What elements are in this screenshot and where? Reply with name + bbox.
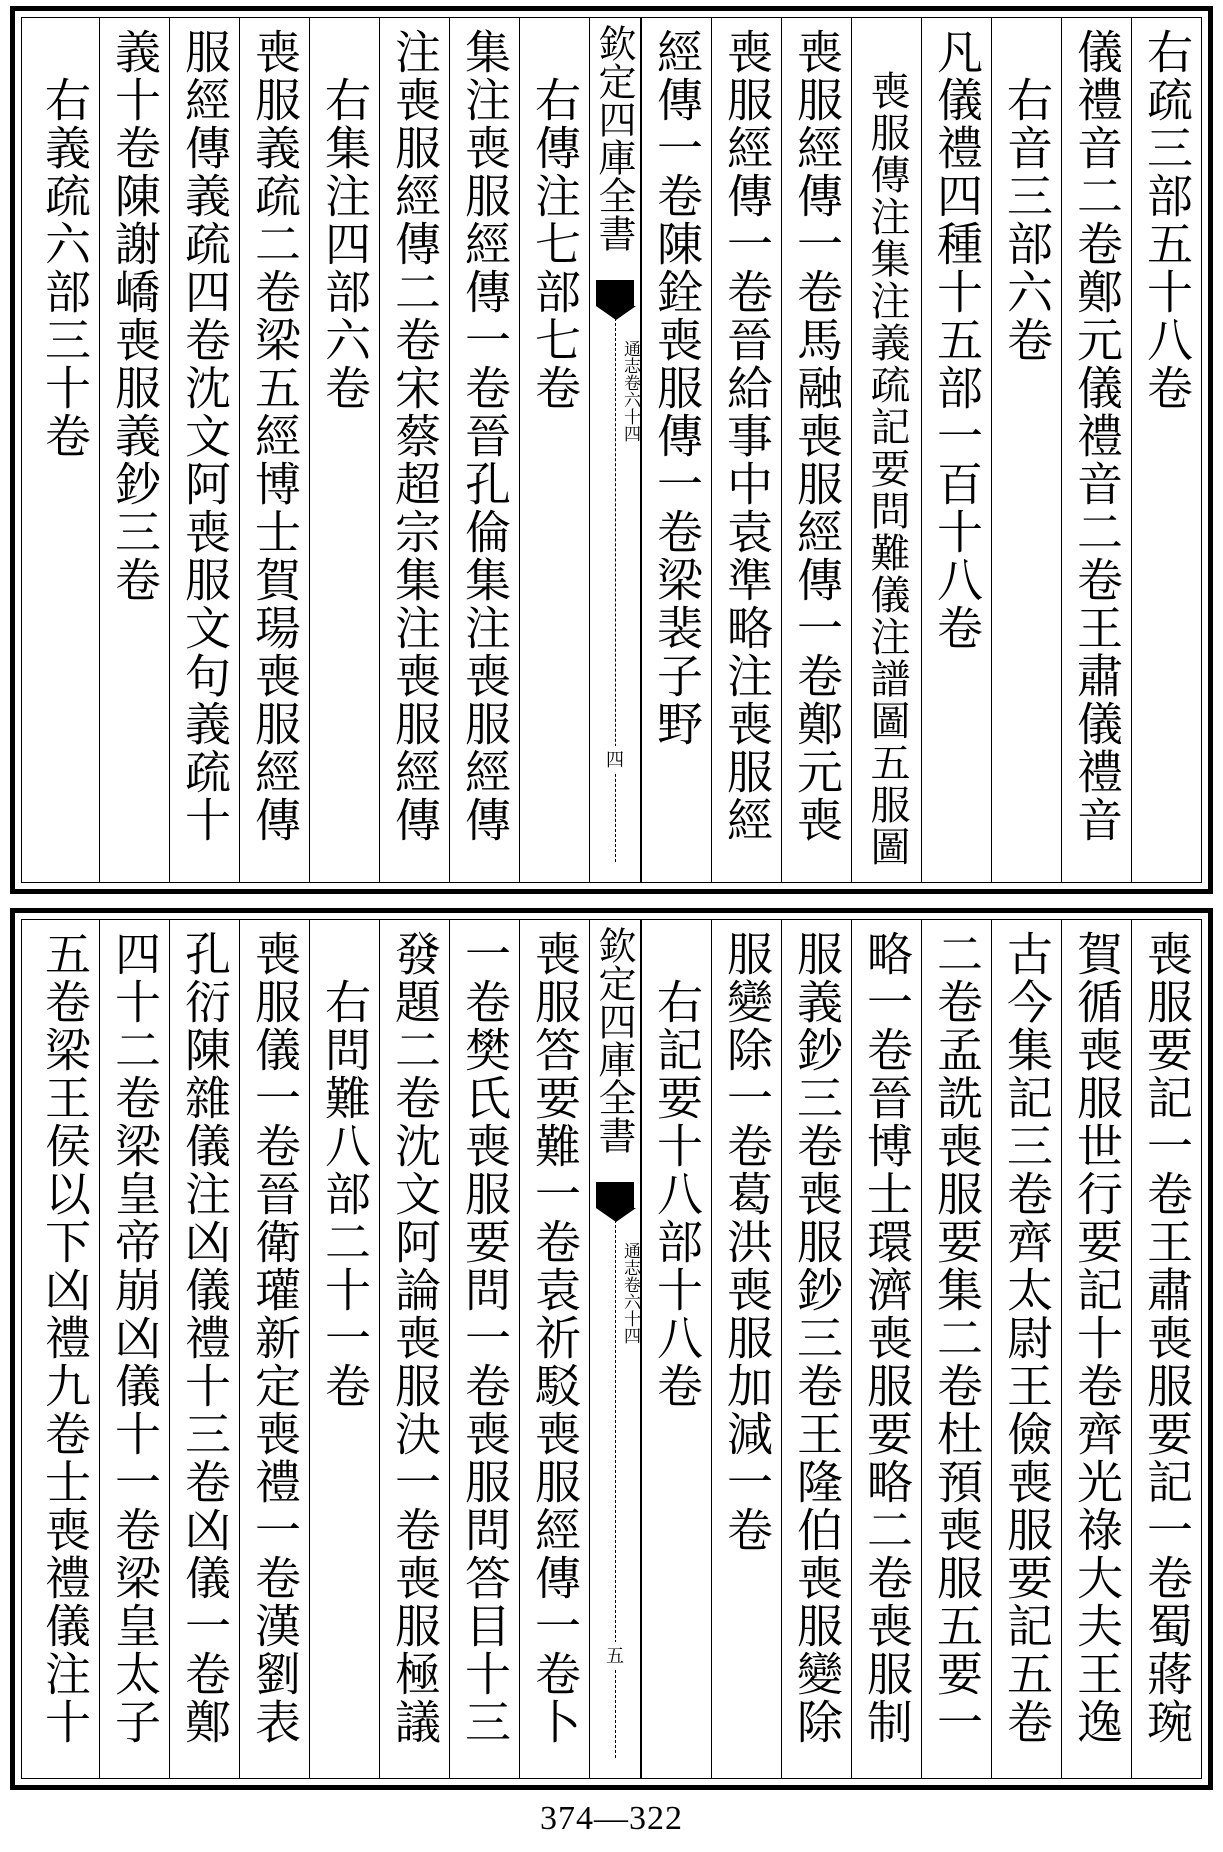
text-column: 喪服要記一卷王肅喪服要記一卷蜀蔣琬 — [1131, 920, 1201, 1778]
text-column: 五卷梁王侯以下凶禮九卷士喪禮儀注十 — [38, 930, 92, 1746]
text-column: 略一卷晉博士環濟喪服要略二卷喪服制 — [851, 920, 921, 1778]
text-column: 凡儀禮四種十五部一百十八卷 — [921, 18, 991, 882]
fishtail-notch — [596, 1208, 636, 1222]
text-column: 喪服義疏二卷梁五經博士賀瑒喪服經傳 — [239, 18, 309, 882]
text-column: 右問難八部二十一卷 — [309, 920, 379, 1778]
text-column: 右音三部六卷 — [991, 18, 1061, 882]
text-column: 喪服儀一卷晉衛瓘新定喪禮一卷漢劉表 — [239, 920, 309, 1778]
text-column: 右記要十八部十八卷 — [641, 920, 711, 1778]
upper-columns — [22, 18, 1201, 882]
gutter-volume: 通志卷六十四 — [620, 340, 640, 442]
gutter-page-number: 五 — [590, 1642, 640, 1668]
gutter-title: 欽定四庫全書 — [592, 926, 636, 1154]
lower-page-frame — [21, 919, 1202, 1779]
text-column: 喪服答要難一卷袁祈駁喪服經傳一卷卜 — [519, 920, 589, 1778]
fishtail-mark — [596, 280, 634, 306]
page-footer-number: 374—322 — [540, 1800, 683, 1837]
text-column: 古今集記三卷齊太尉王儉喪服要記五卷 — [991, 920, 1061, 1778]
text-column: 服經傳義疏四卷沈文阿喪服文句義疏十 — [169, 18, 239, 882]
text-column: 服義鈔三卷喪服鈔三卷王隆伯喪服變除 — [781, 920, 851, 1778]
text-column: 喪服經傳一卷晉給事中袁準略注喪服經 — [711, 18, 781, 882]
lower-page — [10, 908, 1213, 1790]
gutter-volume: 通志卷六十四 — [620, 1242, 640, 1344]
text-column: 二卷孟詵喪服要集二卷杜預喪服五要一 — [921, 920, 991, 1778]
gutter-page-number: 四 — [590, 746, 640, 772]
text-column: 右集注四部六卷 — [309, 18, 379, 882]
text-column: 喪服傳注集注義疏記要問難儀注譜圖五服圖 — [851, 18, 921, 882]
lower-columns — [22, 920, 1201, 1778]
text-column: 四十二卷梁皇帝崩凶儀十一卷梁皇太子 — [99, 920, 169, 1778]
text-column: 賀循喪服世行要記十卷齊光祿大夫王逸 — [1061, 920, 1131, 1778]
text-column: 右疏三部五十八卷 — [1131, 18, 1201, 882]
fishtail-mark — [596, 1182, 634, 1208]
text-column: 發題二卷沈文阿論喪服決一卷喪服極議 — [379, 920, 449, 1778]
text-column: 義十卷陳謝嶠喪服義鈔三卷 — [99, 18, 169, 882]
gutter-title: 欽定四庫全書 — [592, 24, 636, 252]
center-gutter — [589, 18, 641, 882]
text-column: 孔衍陳雜儀注凶儀禮十三卷凶儀一卷鄭 — [169, 920, 239, 1778]
text-column: 集注喪服經傳一卷晉孔倫集注喪服經傳 — [449, 18, 519, 882]
text-column: 右傳注七部七卷 — [519, 18, 589, 882]
text-column: 注喪服經傳二卷宋蔡超宗集注喪服經傳 — [379, 18, 449, 882]
text-column: 一卷樊氏喪服要問一卷喪服問答目十三 — [449, 920, 519, 1778]
text-column: 右義疏六部三十卷 — [38, 28, 92, 460]
center-gutter — [589, 920, 641, 1778]
fishtail-notch — [596, 306, 636, 320]
text-column: 經傳一卷陳銓喪服傳一卷梁裴子野 — [641, 18, 711, 882]
upper-page — [10, 6, 1213, 894]
text-column: 儀禮音二卷鄭元儀禮音二卷王肅儀禮音 — [1061, 18, 1131, 882]
upper-page-frame — [21, 17, 1202, 883]
text-column: 喪服經傳一卷馬融喪服經傳一卷鄭元喪 — [781, 18, 851, 882]
text-column: 服變除一卷葛洪喪服加減一卷 — [711, 920, 781, 1778]
